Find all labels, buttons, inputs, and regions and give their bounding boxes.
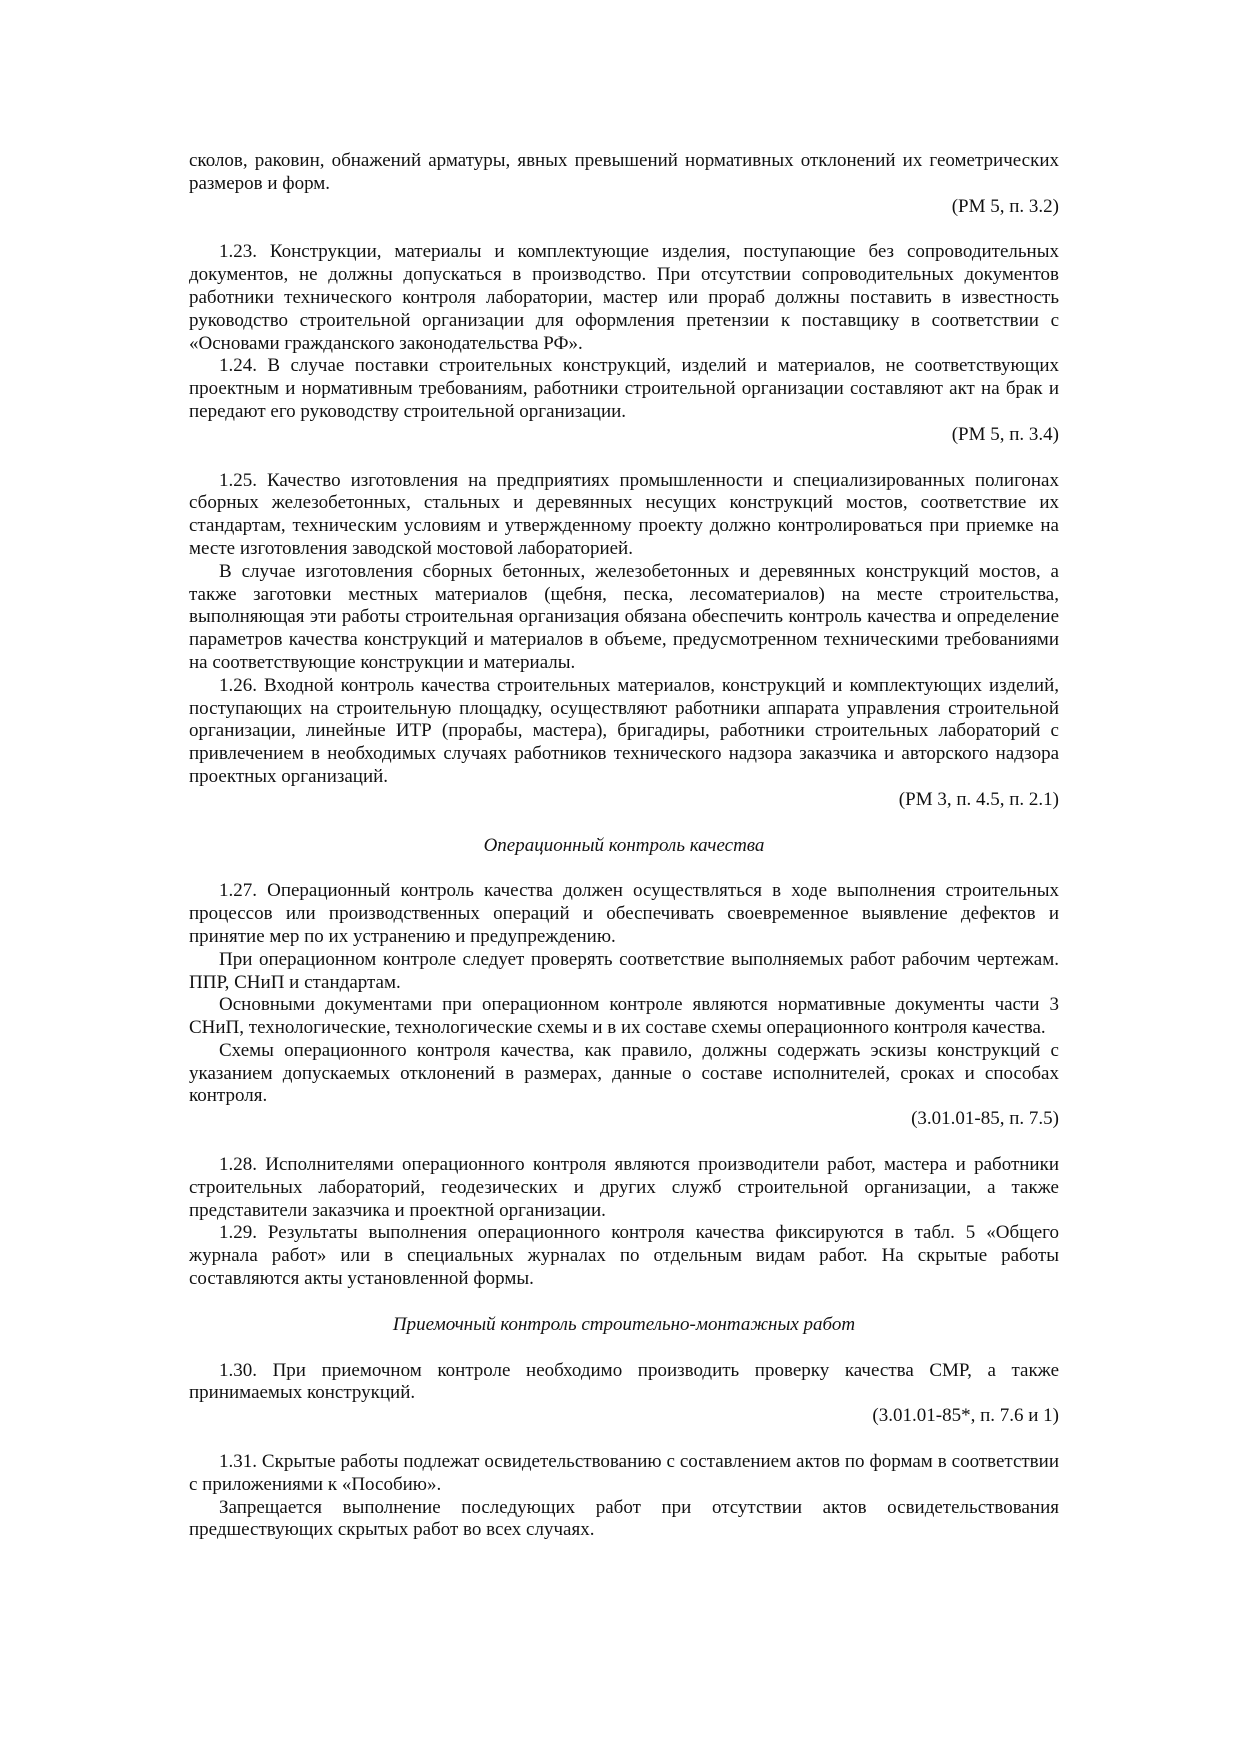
paragraph: Запрещается выполнение последующих работ при отсутствии актов освидетельствования предшествующих скрытых работ во всех случаях. xyxy=(189,1496,1059,1541)
paragraph: сколов, раковин, обнажений арматуры, явных превышений нормативных отклонений их геометрических размеров и форм. xyxy=(189,150,1059,194)
paragraph: В случае изготовления сборных бетонных, железобетонных и деревянных конструкций мостов, а также заготовки местных материалов (щебня, песка, лесоматериалов) на месте строительства, выполняющая эти работы строительная организация обязана обеспечить контроль качества и определение параметров качества конструкций и материалов в объеме, предусмотренном техническими требованиями на соответствующие конструкции и материалы. xyxy=(189,560,1059,673)
document-page xyxy=(189,150,1059,1542)
section-heading: Операционный контроль качества xyxy=(483,834,765,856)
paragraph-spacer xyxy=(189,218,1059,241)
paragraph-spacer xyxy=(189,1131,1059,1154)
paragraph: 1.26. Входной контроль качества строительных материалов, конструкций и комплектующих изделий, поступающих на строительную площадку, осуществляют работники аппарата управления строительной организации, линейные ИТР (прорабы, мастера), бригадиры, работники строительных лабораторий с привлечением в необходимых случаях работников технического надзора заказчика и авторского надзора проектных организаций. xyxy=(189,674,1059,787)
paragraph: 1.23. Конструкции, материалы и комплектующие изделия, поступающие без сопроводительных документов, не должны допускаться в производство. При отсутствии сопроводительных документов работники технического контроля лаборатории, мастер или прораб должны поставить в известность руководство строительной организации для оформления претензии к поставщику в соответствии с «Основами гражданского законодательства РФ». xyxy=(189,241,1059,354)
paragraph-spacer xyxy=(189,1428,1059,1451)
paragraph: 1.29. Результаты выполнения операционного контроля качества фиксируются в табл. 5 «Общего журнала работ» или в специальных журналах по отдельным видам работ. На скрытые работы составляются акты установленной формы. xyxy=(189,1222,1059,1290)
reference-citation: (3.01.01-85, п. 7.5) xyxy=(911,1108,1059,1130)
reference-citation: (РМ 5, п. 3.4) xyxy=(951,423,1059,445)
paragraph: 1.25. Качество изготовления на предприятиях промышленности и специализированных полигонах сборных железобетонных, стальных и деревянных несущих конструкций мостов, соответствие их стандартам, техническим условиям и утвержденному проекту должно контролироваться при приемке на месте изготовления заводской мостовой лабораторией. xyxy=(189,469,1059,559)
paragraph: 1.24. В случае поставки строительных конструкций, изделий и материалов, не соответствующих проектным и нормативным требованиям, работники строительной организации составляют акт на брак и передают его руководству строительной организации. xyxy=(189,355,1059,422)
paragraph: При операционном контроле следует проверять соответствие выполняемых работ рабочим чертежам. ППР, СНиП и стандартам. xyxy=(189,948,1059,993)
paragraph-spacer xyxy=(189,447,1059,470)
reference-citation: (3.01.01-85*, п. 7.6 и 1) xyxy=(872,1405,1059,1427)
paragraph-spacer xyxy=(189,1291,1059,1314)
paragraph: 1.30. При приемочном контроле необходимо производить проверку качества СМР, а также принимаемых конструкций. xyxy=(189,1359,1059,1404)
reference-citation: (РМ 3, п. 4.5, п. 2.1) xyxy=(898,788,1059,810)
paragraph-spacer xyxy=(189,812,1059,835)
reference-citation: (РМ 5, п. 3.2) xyxy=(951,195,1059,217)
paragraph: 1.27. Операционный контроль качества должен осуществляться в ходе выполнения строительных процессов или производственных операций и обеспечивать своевременное выявление дефектов и принятие мер по их устранению и предупреждению. xyxy=(189,880,1059,947)
paragraph: 1.28. Исполнителями операционного контроля являются производители работ, мастера и работники строительных лабораторий, геодезических и других служб строительной организации, а также представители заказчика и проектной организации. xyxy=(189,1154,1059,1221)
paragraph: Схемы операционного контроля качества, как правило, должны содержать эскизы конструкций с указанием допускаемых отклонений в размерах, данные о составе исполнителей, сроках и способах контроля. xyxy=(189,1039,1059,1107)
paragraph: 1.31. Скрытые работы подлежат освидетельствованию с составлением актов по формам в соответствии с приложениями к «Пособию». xyxy=(189,1451,1059,1495)
section-heading: Приемочный контроль строительно-монтажных работ xyxy=(392,1313,856,1335)
paragraph: Основными документами при операционном контроле являются нормативные документы части 3 СНиП, технологические, технологические схемы и в их составе схемы операционного контроля качества. xyxy=(189,994,1059,1039)
